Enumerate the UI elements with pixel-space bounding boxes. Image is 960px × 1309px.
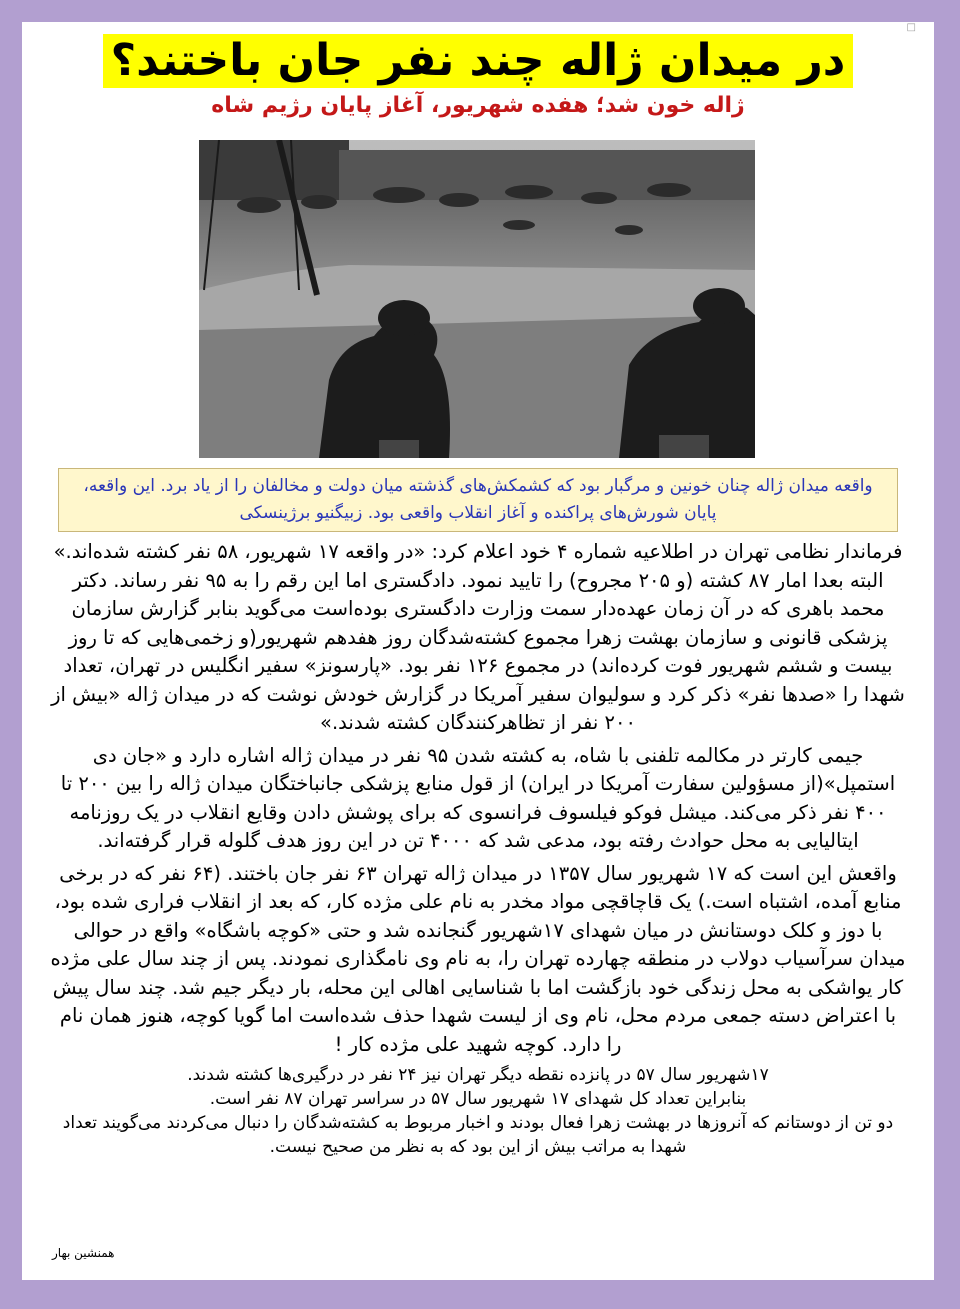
soldiers-photo-image [199, 140, 755, 458]
subtitle: ژاله خون شد؛ هفده شهریور، آغاز پایان رژیم شاه [211, 93, 745, 118]
article-page [22, 22, 934, 1280]
signature: همنشین بهار [52, 1246, 115, 1260]
corner-mark: □ [906, 22, 916, 33]
closing-line-1: ۱۷شهریور سال ۵۷ در پانزده نقطه دیگر تهران نیز ۲۴ نفر در درگیری‌ها کشته شدند. [187, 1065, 769, 1085]
paragraph-1: فرماندار نظامی تهران در اطلاعیه شماره ۴ خود اعلام کرد: «در واقعه ۱۷ شهریور، ۵۸ نفر کشته شده‌اند.» البته بعدا امار ۸۷ کشته (و ۲۰۵ مجروح) را تایید نمود. دادگستری اما این رقم را به ۹۵ نفر رساند. دکتر محمد باهری که در آن زمان عهده‌دار سمت وزارت دادگستری بوده‌است می‌گوید بنابر گزارش سازمان پزشکی قانونی و سازمان بهشت زهرا مجموع کشته‌شدگان روز هفدهم شهریور(و زخمی‌هایی که تا روز بیست و ششم شهریور فوت کرده‌اند) در مجموع ۱۲۶ نفر بود. «پارسونز» سفیر انگلیس در تهران، تعداد شهدا را «صدها نفر» ذکر کرد و سولیوان سفیر آمریکا در گزارش خودش نوشت که در میدان ژاله «بیش از ۲۰۰ نفر از تظاهرکنندگان کشته شدند.» [51, 540, 905, 734]
paragraph-3: واقعش این است که ۱۷ شهریور سال ۱۳۵۷ در میدان ژاله تهران ۶۳ نفر جان باختند. (۶۴ نفر که در برخی منابع آمده، اشتباه است.) یک قاچاقچی مواد مخدر به نام علی مژده کار، که بعد از انقلاب فراری شده بود، با دوز و کلک دوستانش در میان شهدای ۱۷شهریور گنجانده شد و حتی «کوچه باشگاه» واقع در حوالی میدان سرآسیاب دولاب در منطقه چهارده تهران را، به نام وی نامگذاری نمودند. پس از چند سال علی مژده کار یواشکی به محل زندگی خود بازگشت اما با شناسایی اهالی این محله، بار دیگر جیم شد. چند سال پیش با اعتراض دسته جمعی مردم محل، نام وی از لیست شهدا حذف شده‌است اما گویا کوچه، هنوز همان نام را دارد. کوچه شهید علی مژده کار ! [50, 861, 906, 1056]
article-photo [199, 140, 755, 458]
headline: در میدان ژاله چند نفر جان باختند؟ [103, 34, 854, 88]
article-body [50, 538, 906, 1159]
closing-line-2: بنابراین تعداد کل شهدای ۱۷ شهریور سال ۵۷ در سراسر تهران ۸۷ نفر است. [209, 1089, 747, 1109]
quote-box: واقعه میدان ژاله چنان خونین و مرگبار بود که کشمکش‌های گذشته میان دولت و مخالفان را از یاد برد. این واقعه، پایان شورش‌های پراکنده و آغاز انقلاب واقعی بود. زبیگنیو برژینسکی [58, 468, 898, 532]
closing-line-3: دو تن از دوستانم که آنروزها در بهشت زهرا فعال بودند و اخبار مربوط به کشته‌شدگان را دنبال می‌کردند می‌گویند تعداد شهدا به مراتب بیش از این بود که به نظر من صحیح نیست. [62, 1113, 894, 1157]
paragraph-2: جیمی کارتر در مکالمه تلفنی با شاه، به کشته شدن ۹۵ نفر در میدان ژاله اشاره دارد و «جان دی استمپل»(از مسؤولین سفارت آمریکا در ایران) از قول منابع پزشکی جانباختگان میدان ژاله را بین ۲۰۰ تا ۴۰۰ نفر ذکر می‌کند. میشل فوکو فیلسوف فرانسوی که برای پوشش دادن وقایع انقلاب در یک روزنامه ایتالیایی به محل حوادث رفته بود، مدعی شد که ۴۰۰۰ تن در این روز هدف گلوله قرار گرفته‌اند. [60, 743, 896, 852]
headline-wrap [22, 34, 934, 88]
